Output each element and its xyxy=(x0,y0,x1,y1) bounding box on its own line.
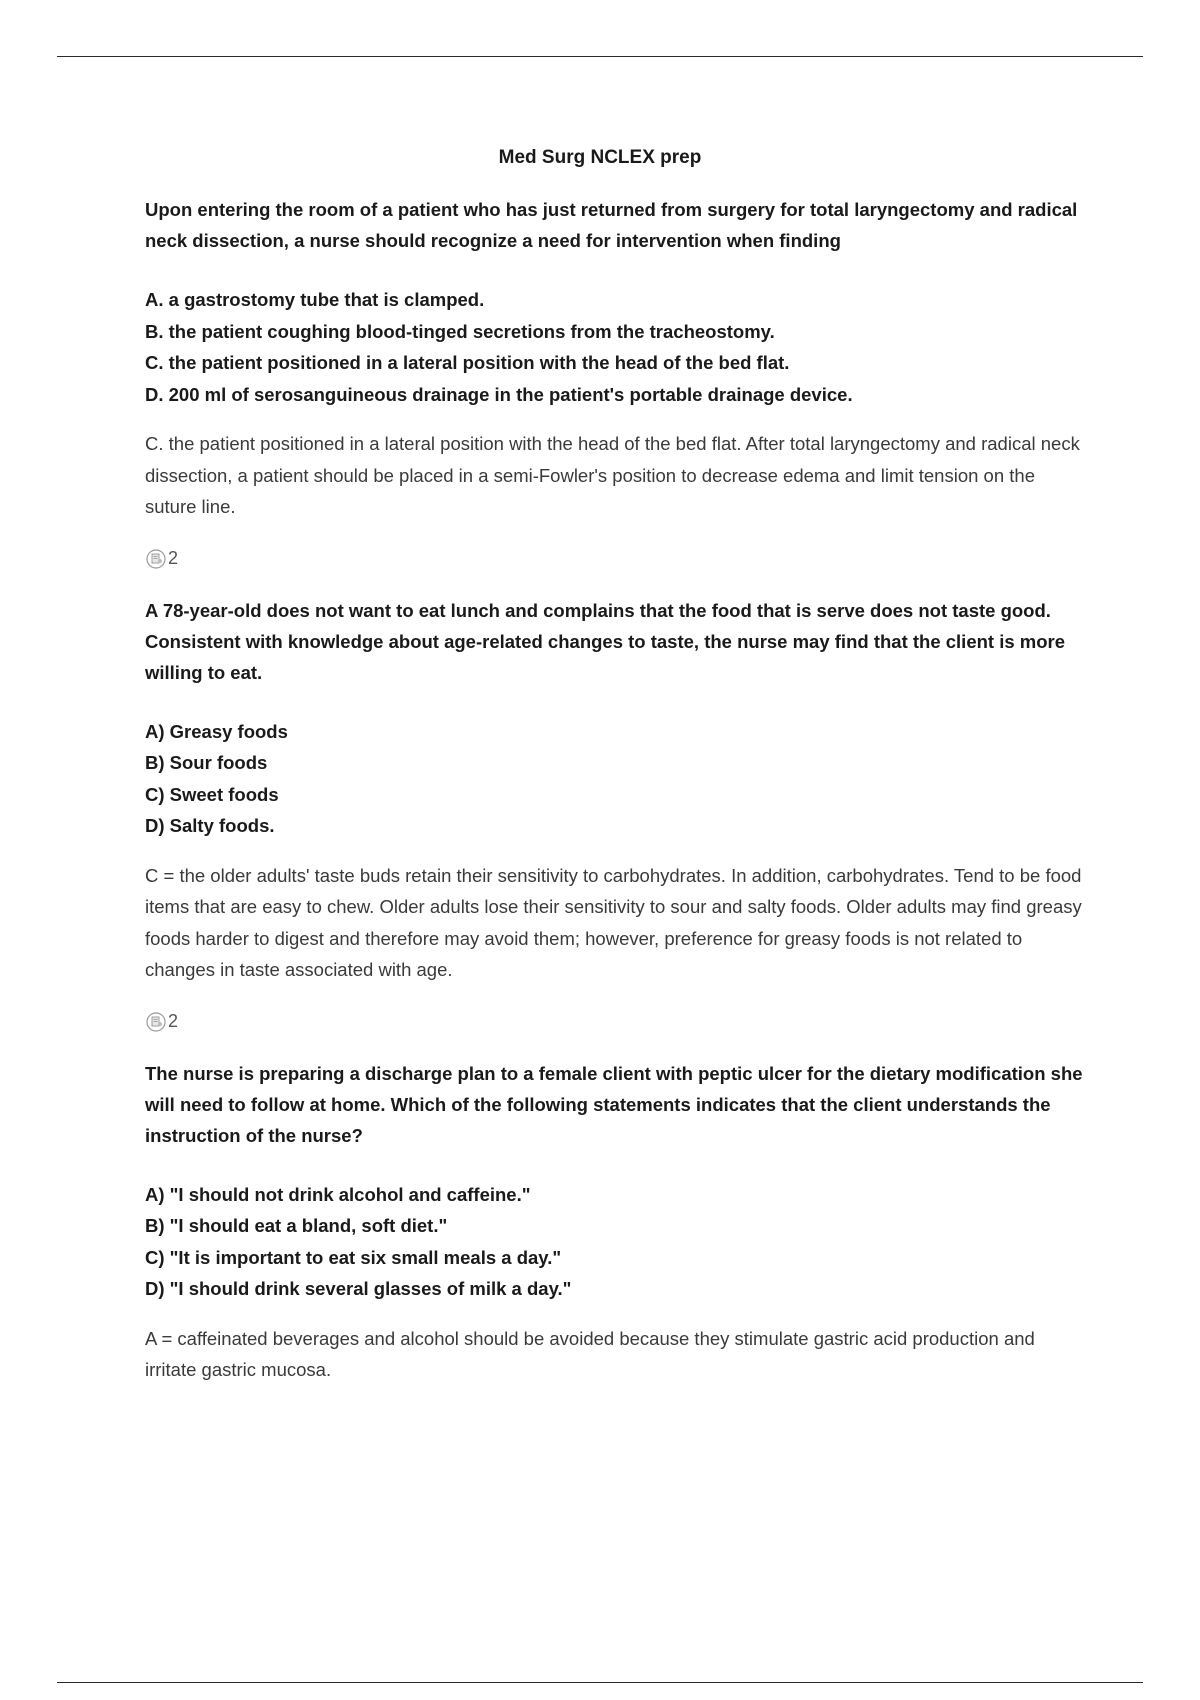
option-b: B) Sour foods xyxy=(145,752,268,773)
answer-explanation: C. the patient positioned in a lateral position with the head of the bed flat. After total laryngectomy and radical neck dissection, a patient should be placed in a semi-Fowler's position to decrease edema and limit tension on the suture line. xyxy=(145,433,1080,517)
document-thumbnail-icon xyxy=(145,1011,167,1033)
option-c: C. the patient positioned in a lateral position with the head of the bed flat. xyxy=(145,352,790,373)
question-separator xyxy=(145,1008,1090,1036)
question-stem: A 78-year-old does not want to eat lunch and complains that the food that is serve does not taste good. Consistent with knowledge about age-related changes to taste, the nurse may find that the client is more willing to eat. xyxy=(145,599,1066,683)
question-block xyxy=(145,1058,1090,1386)
document-thumbnail-icon xyxy=(145,548,167,570)
question-block xyxy=(145,194,1090,523)
option-c: C) "It is important to eat six small meals a day." xyxy=(145,1246,562,1268)
option-b: B. the patient coughing blood-tinged secretions from the tracheostomy. xyxy=(145,320,775,342)
answer-options xyxy=(145,1179,1090,1305)
page-title: Med Surg NCLEX prep xyxy=(498,147,702,168)
option-b: B) "I should eat a bland, soft diet." xyxy=(145,1215,448,1236)
option-d: D. 200 ml of serosanguineous drainage in the patient's portable drainage device. xyxy=(145,383,853,405)
question-stem: Upon entering the room of a patient who has just returned from surgery for total laryngectomy and radical neck dissection, a nurse should recognize a need for intervention when finding xyxy=(145,199,1078,251)
question-block xyxy=(145,595,1090,986)
top-divider xyxy=(57,56,1143,57)
answer-options xyxy=(145,716,1090,842)
option-a: A) "I should not drink alcohol and caffeine." xyxy=(145,1183,531,1205)
option-d: D) "I should drink several glasses of milk a day." xyxy=(145,1278,572,1299)
bottom-divider xyxy=(57,1682,1143,1683)
separator-label: 2 xyxy=(168,548,179,568)
question-stem: The nurse is preparing a discharge plan to a female client with peptic ulcer for the dietary modification she will need to follow at home. Which of the following statements indicates that the client understands the instruction of the nurse? xyxy=(145,1062,1083,1146)
option-c: C) Sweet foods xyxy=(145,783,279,805)
answer-explanation: C = the older adults' taste buds retain their sensitivity to carbohydrates. In addition, carbohydrates. Tend to be food items that are easy to chew. Older adults lose their sensitivity to sour and salty foods. Older adults may find greasy foods harder to digest and therefore may avoid them; however, preference for greasy foods is not related to changes in taste associated with age. xyxy=(145,864,1082,980)
answer-options xyxy=(145,284,1090,410)
option-d: D) Salty foods. xyxy=(145,815,275,836)
option-a: A) Greasy foods xyxy=(145,720,288,742)
option-a: A. a gastrostomy tube that is clamped. xyxy=(145,289,485,310)
answer-explanation: A = caffeinated beverages and alcohol should be avoided because they stimulate gastric acid production and irritate gastric mucosa. xyxy=(145,1327,1035,1380)
separator-label: 2 xyxy=(168,1011,179,1031)
document-body xyxy=(145,194,1090,1386)
question-separator xyxy=(145,545,1090,573)
